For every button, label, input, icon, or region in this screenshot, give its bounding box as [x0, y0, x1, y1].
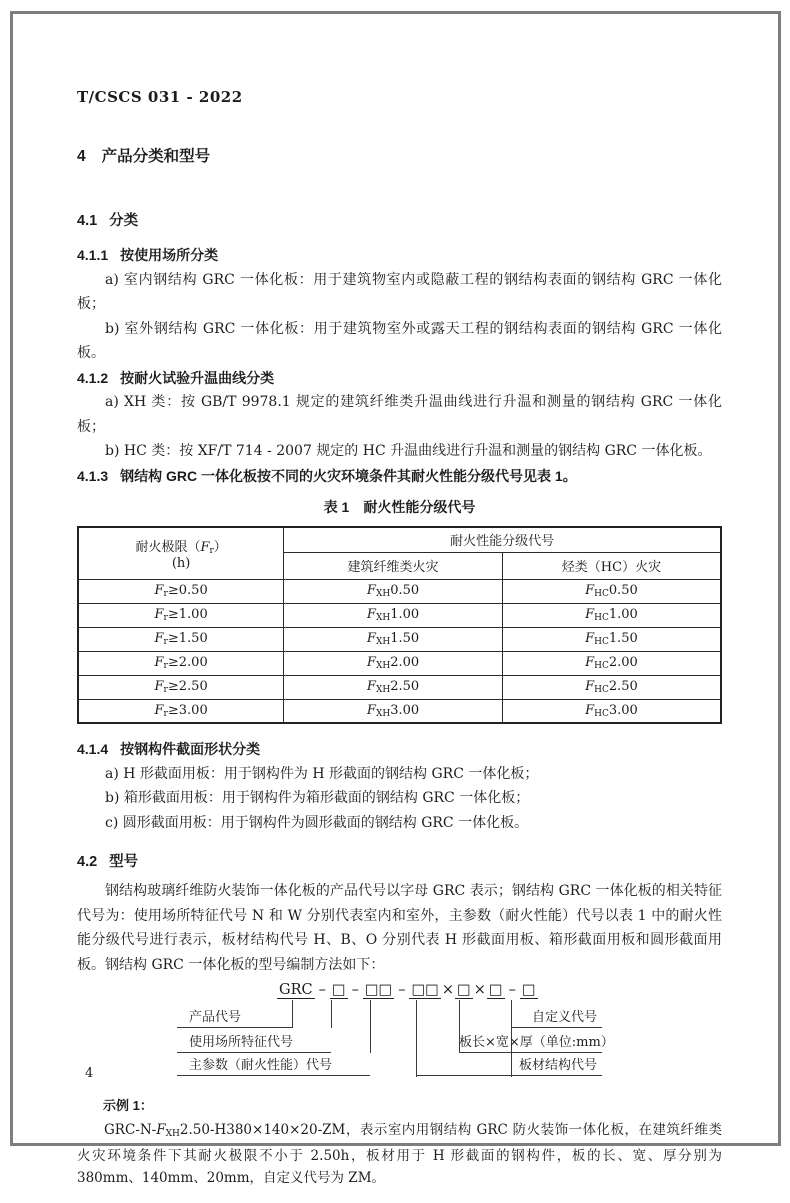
list-item: a) XH 类：按 GB/T 9978.1 规定的建筑纤维类升温曲线进行升温和测量的钢结构 GRC 一体化板；: [77, 394, 722, 435]
clause-title: 按使用场所分类: [120, 247, 219, 263]
table-row: [78, 675, 721, 699]
table-caption-title: 耐火性能分级代号: [363, 499, 476, 515]
cell-hc-code: $F_{HC}3.00$: [502, 699, 721, 723]
formula-box-structure-length: □□: [411, 982, 439, 998]
table-row: [78, 579, 721, 603]
cell-fire-limit: $F_r\ge 2.50$: [78, 675, 284, 699]
header-cell-fiber-fire: 建筑纤维类火灾: [284, 552, 503, 579]
connector-line: [331, 1000, 332, 1028]
chapter-title: 产品分类和型号: [101, 148, 211, 165]
clause-number: 4.1.4: [77, 741, 109, 757]
header-cell-fire-limit: 耐火极限$(F_r)$ (h): [78, 527, 284, 579]
example-label: 示例 1：: [103, 1098, 153, 1113]
clause-number: 4.1.1: [77, 247, 109, 263]
chapter-number: 4: [77, 148, 86, 165]
diagram-label-custom-code: 自定义代号: [511, 1009, 602, 1028]
chapter-heading: [77, 144, 722, 166]
cell-fire-limit: $F_r\ge 2.00$: [78, 651, 284, 675]
list-item: b) 箱形截面用板：用于钢构件为箱形截面的钢结构 GRC 一体化板；: [105, 790, 530, 806]
doc-code: T/CSCS 031 - 2022: [77, 88, 243, 106]
page-number: 4: [85, 1066, 94, 1081]
formula-box-width: □: [457, 982, 471, 998]
diagram-label-structure-code: 板材结构代号: [416, 1057, 602, 1076]
cell-fire-limit: $F_r\ge 1.50$: [78, 627, 284, 651]
diagram-label-main-param-code: 主参数（耐火性能）代号: [177, 1057, 370, 1076]
cell-fire-limit: $F_r\ge 0.50$: [78, 579, 284, 603]
table-header-row: [78, 527, 721, 552]
example-text: GRC-$N-F_{XH}2.50-H380\times 140\times 20-ZM$，表示室内用钢结构 GRC 防火装饰一体化板，在建筑纤维类火灾环境条件下其耐火极限不小于 2.50h，板材用于 H 形截面的钢构件，板的长、宽、厚分别为 380mm、140mm、20mm，自定义代号为 ZM。: [77, 1122, 722, 1186]
list-item: b) 室外钢结构 GRC 一体化板：用于建筑物室外或露天工程的钢结构表面的钢结构 GRC 一体化板。: [77, 320, 722, 361]
cell-xh-code: $F_{XH}2.50$: [284, 675, 503, 699]
cell-fire-limit: $F_r\ge 1.00$: [78, 603, 284, 627]
header-cell-rating-code: 耐火性能分级代号: [284, 527, 721, 552]
formula-box-thickness: □: [488, 982, 503, 998]
clause-4-1-2-items: [77, 390, 722, 464]
connector-line: [292, 1000, 293, 1028]
cell-fire-limit: $F_r\ge 3.00$: [78, 699, 284, 723]
table-caption: [77, 497, 722, 517]
list-item: c) 圆形截面用板：用于钢构件为圆形截面的钢结构 GRC 一体化板。: [105, 814, 529, 831]
clause-number: 4.1.2: [77, 369, 109, 386]
model-formula: GRC – □ – □□ – □□ × □ × □ – □: [279, 982, 536, 998]
section-4-2-heading: [77, 850, 722, 871]
list-item: a) 室内钢结构 GRC 一体化板：用于建筑物室内或隐蔽工程的钢结构表面的钢结构 GRC 一体化板；: [77, 271, 722, 312]
cell-xh-code: $F_{XH}0.50$: [284, 579, 503, 603]
list-item: b) HC 类：按 XF/T 714 - 2007 规定的 HC 升温曲线进行升温和测量的钢结构 GRC 一体化板。: [105, 443, 712, 459]
cell-hc-code: $F_{HC}1.50$: [502, 627, 721, 651]
cell-hc-code: $F_{HC}2.50$: [502, 675, 721, 699]
section-number: 4.1: [77, 213, 98, 229]
clause-number: 4.1.3: [77, 467, 109, 484]
cell-xh-code: $F_{XH}3.00$: [284, 699, 503, 723]
diagram-label-dimensions: 板长×宽×厚（单位:mm）: [459, 1034, 602, 1053]
cell-hc-code: $F_{HC}1.00$: [502, 603, 721, 627]
fire-rating-table: [77, 526, 722, 724]
clause-4-1-1-heading: [77, 243, 722, 268]
section-title: 型号: [109, 854, 139, 870]
cell-hc-code: $F_{HC}2.00$: [502, 651, 721, 675]
clause-4-1-1-items: [77, 268, 722, 366]
diagram-label-product-code: 产品代号: [177, 1009, 292, 1028]
formula-box-custom: □: [521, 982, 536, 998]
section-title: 分类: [109, 213, 139, 229]
clause-4-1-3: [77, 464, 722, 489]
cell-xh-code: $F_{XH}2.00$: [284, 651, 503, 675]
model-number-diagram: [77, 981, 722, 1083]
section-number: 4.2: [77, 854, 98, 870]
list-item: a) H 形截面用板：用于钢构件为 H 形截面的钢结构 GRC 一体化板；: [105, 765, 539, 782]
table-row: [78, 627, 721, 651]
connector-line: [370, 1000, 371, 1053]
formula-product-code: GRC: [279, 982, 313, 998]
model-paragraph: 钢结构玻璃纤维防火装饰一体化板的产品代号以字母 GRC 表示；钢结构 GRC 一体化板的相关特征代号为：使用场所特征代号 N 和 W 分别代表室内和室外，主参数（耐火性能）代号以表 1 中的耐火性能分级代号进行表示，板材结构代号 H、B、O 分别代表 H 形截面用板、箱形截面用板和圆形截面用板。钢结构 GRC 一体化板的型号编制方法如下：: [77, 883, 722, 973]
clause-title: 按钢构件截面形状分类: [120, 741, 261, 757]
formula-box-site: □: [331, 982, 346, 998]
page-border-frame: [10, 11, 781, 1186]
clause-4-1-2-heading: [77, 366, 722, 391]
diagram-label-site-code: 使用场所特征代号: [177, 1034, 331, 1053]
table-row: [78, 699, 721, 723]
section-4-1-heading: [77, 209, 722, 230]
clause-text: 钢结构 GRC 一体化板按不同的火灾环境条件其耐火性能分级代号见表 1。: [120, 467, 577, 484]
clause-title: 按耐火试验升温曲线分类: [120, 369, 275, 386]
table-caption-label: 表 1: [323, 499, 350, 515]
clause-4-1-4-heading: [77, 737, 722, 762]
cell-hc-code: $F_{HC}0.50$: [502, 579, 721, 603]
page-content: [13, 14, 778, 1189]
cell-xh-code: $F_{XH}1.50$: [284, 627, 503, 651]
clause-4-1-4-items: [77, 762, 722, 836]
header-cell-hc-fire: 烃类（HC）火灾: [502, 552, 721, 579]
cell-xh-code: $F_{XH}1.00$: [284, 603, 503, 627]
table-row: [78, 603, 721, 627]
table-row: [78, 651, 721, 675]
formula-box-main-param: □□: [364, 982, 393, 998]
